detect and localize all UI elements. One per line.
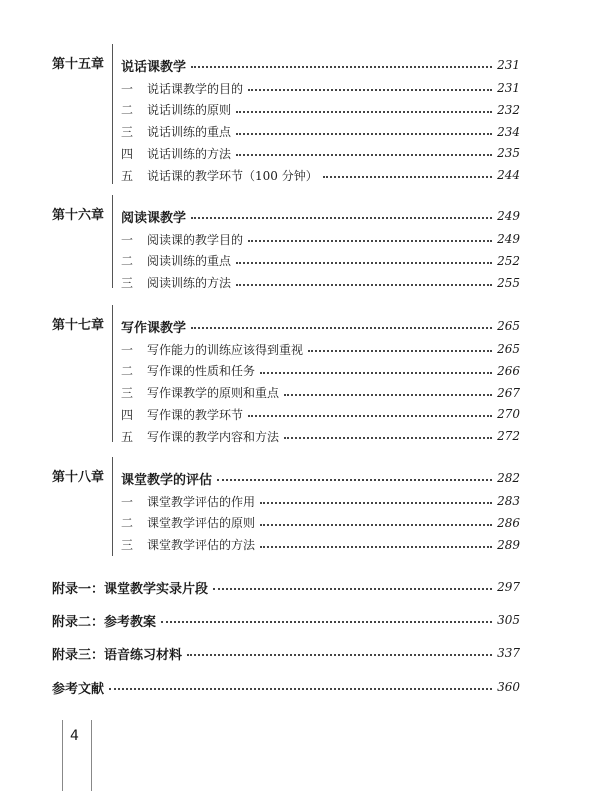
section-number: 二 [121, 364, 134, 379]
section-page: 244 [497, 168, 520, 183]
appendix-title: 附录一：课堂教学实录片段 [52, 581, 209, 597]
section-page: 255 [497, 275, 520, 290]
section-title: 写作课的性质和任务 [147, 364, 256, 379]
section-entry[interactable] [121, 252, 520, 270]
chapter-title: 说话课教学 [121, 59, 187, 75]
section-title: 说话课教学的目的 [147, 81, 244, 96]
section-entry[interactable] [121, 166, 520, 184]
section-entry[interactable] [121, 405, 520, 423]
section-number: 四 [121, 146, 134, 161]
chapter-title: 阅读课教学 [121, 210, 187, 226]
section-number: 二 [121, 254, 134, 269]
section-page: 232 [497, 102, 520, 117]
section-entry[interactable] [121, 79, 520, 97]
chapter-label: 第十五章 [52, 57, 105, 72]
section-title: 课堂教学评估的原则 [147, 516, 256, 531]
appendix-page: 360 [497, 680, 520, 694]
dot-leader [248, 88, 492, 91]
dot-leader [191, 216, 492, 219]
appendix-entry[interactable] [52, 611, 520, 629]
section-title: 写作能力的训练应该得到重视 [147, 342, 304, 357]
section-number: 三 [121, 386, 134, 401]
section-page: 265 [497, 342, 520, 356]
section-title: 课堂教学评估的方法 [147, 538, 256, 553]
dot-leader [323, 175, 492, 178]
dot-leader [191, 65, 492, 68]
section-page: 231 [497, 81, 520, 95]
section-entry[interactable] [121, 427, 520, 445]
page-number: 4 [70, 728, 79, 744]
section-page: 235 [497, 146, 520, 161]
dot-leader [260, 523, 492, 526]
dot-leader [284, 436, 492, 439]
dot-leader [236, 153, 492, 156]
dot-leader [161, 620, 492, 623]
appendix-title: 附录三：语音练习材料 [52, 647, 183, 663]
section-title: 说话训练的重点 [147, 125, 232, 140]
dot-leader [248, 414, 492, 417]
section-number: 三 [121, 276, 134, 291]
appendix-entry[interactable] [52, 578, 520, 596]
appendix-title: 参考文献 [52, 681, 105, 697]
dot-leader [260, 371, 492, 374]
section-entry[interactable] [121, 230, 520, 248]
section-page: 270 [497, 407, 520, 422]
section-number: 四 [121, 407, 134, 422]
section-title: 写作课的教学环节 [147, 407, 244, 422]
section-page: 289 [497, 537, 520, 552]
section-title: 说话训练的原则 [147, 103, 232, 118]
section-title: 说话训练的方法 [147, 146, 232, 161]
chapter-entry[interactable] [121, 56, 520, 74]
section-number: 二 [121, 103, 134, 118]
section-number: 一 [121, 342, 134, 357]
section-number: 二 [121, 516, 134, 531]
section-page: 267 [497, 385, 520, 400]
appendix-page: 337 [497, 646, 520, 660]
chapter-entry[interactable] [121, 207, 520, 225]
section-page: 234 [497, 124, 520, 139]
chapter-page: 231 [497, 58, 520, 72]
section-entry[interactable] [121, 101, 520, 119]
section-title: 阅读训练的重点 [147, 254, 232, 269]
section-number: 一 [121, 81, 134, 96]
section-entry[interactable] [121, 492, 520, 510]
section-title: 阅读课的教学目的 [147, 232, 244, 247]
chapter-entry[interactable] [121, 317, 520, 335]
section-entry[interactable] [121, 274, 520, 292]
chapter-entry[interactable] [121, 469, 520, 487]
section-number: 五 [121, 168, 134, 183]
dot-leader [308, 349, 492, 352]
section-page: 283 [497, 494, 520, 508]
section-number: 一 [121, 494, 134, 509]
chapter-divider-line [112, 457, 113, 556]
chapter-page: 249 [497, 209, 520, 223]
dot-leader [217, 478, 492, 481]
section-page: 286 [497, 515, 520, 530]
chapter-divider-line [112, 195, 113, 288]
section-title: 课堂教学评估的作用 [147, 494, 256, 509]
dot-leader [260, 545, 492, 548]
dot-leader [236, 261, 492, 264]
chapter-label: 第十七章 [52, 318, 105, 333]
dot-leader [187, 653, 492, 656]
dot-leader [284, 393, 492, 396]
section-number: 三 [121, 538, 134, 553]
section-title: 写作课教学的原则和重点 [147, 386, 280, 401]
dot-leader [260, 501, 492, 504]
section-entry[interactable] [121, 384, 520, 402]
section-page: 252 [497, 253, 520, 268]
dot-leader [213, 587, 492, 590]
appendix-page: 305 [497, 613, 520, 627]
section-entry[interactable] [121, 536, 520, 554]
dot-leader [236, 283, 492, 286]
section-entry[interactable] [121, 362, 520, 380]
section-number: 一 [121, 232, 134, 247]
chapter-divider-line [112, 305, 113, 442]
section-page: 266 [497, 363, 520, 378]
appendix-page: 297 [497, 580, 520, 594]
chapter-label: 第十六章 [52, 208, 105, 223]
chapter-title: 写作课教学 [121, 320, 187, 336]
appendix-title: 附录二：参考教案 [52, 614, 157, 630]
section-number: 三 [121, 125, 134, 140]
section-page: 272 [497, 429, 520, 444]
section-entry[interactable] [121, 340, 520, 358]
section-page: 249 [497, 232, 520, 246]
section-title: 说话课的教学环节（100 分钟） [147, 168, 318, 183]
chapter-page: 282 [497, 471, 520, 485]
section-entry[interactable] [121, 123, 520, 141]
chapter-label: 第十八章 [52, 470, 105, 485]
chapter-page: 265 [497, 319, 520, 333]
section-title: 写作课的教学内容和方法 [147, 429, 280, 444]
dot-leader [236, 132, 492, 135]
dot-leader [109, 687, 492, 690]
section-title: 阅读训练的方法 [147, 276, 232, 291]
dot-leader [191, 326, 492, 329]
chapter-divider-line [112, 44, 113, 184]
section-entry[interactable] [121, 514, 520, 532]
dot-leader [248, 239, 492, 242]
dot-leader [236, 110, 492, 113]
appendix-entry[interactable] [52, 644, 520, 662]
chapter-title: 课堂教学的评估 [121, 472, 213, 488]
section-number: 五 [121, 429, 134, 444]
section-entry[interactable] [121, 144, 520, 162]
appendix-entry[interactable] [52, 678, 520, 696]
